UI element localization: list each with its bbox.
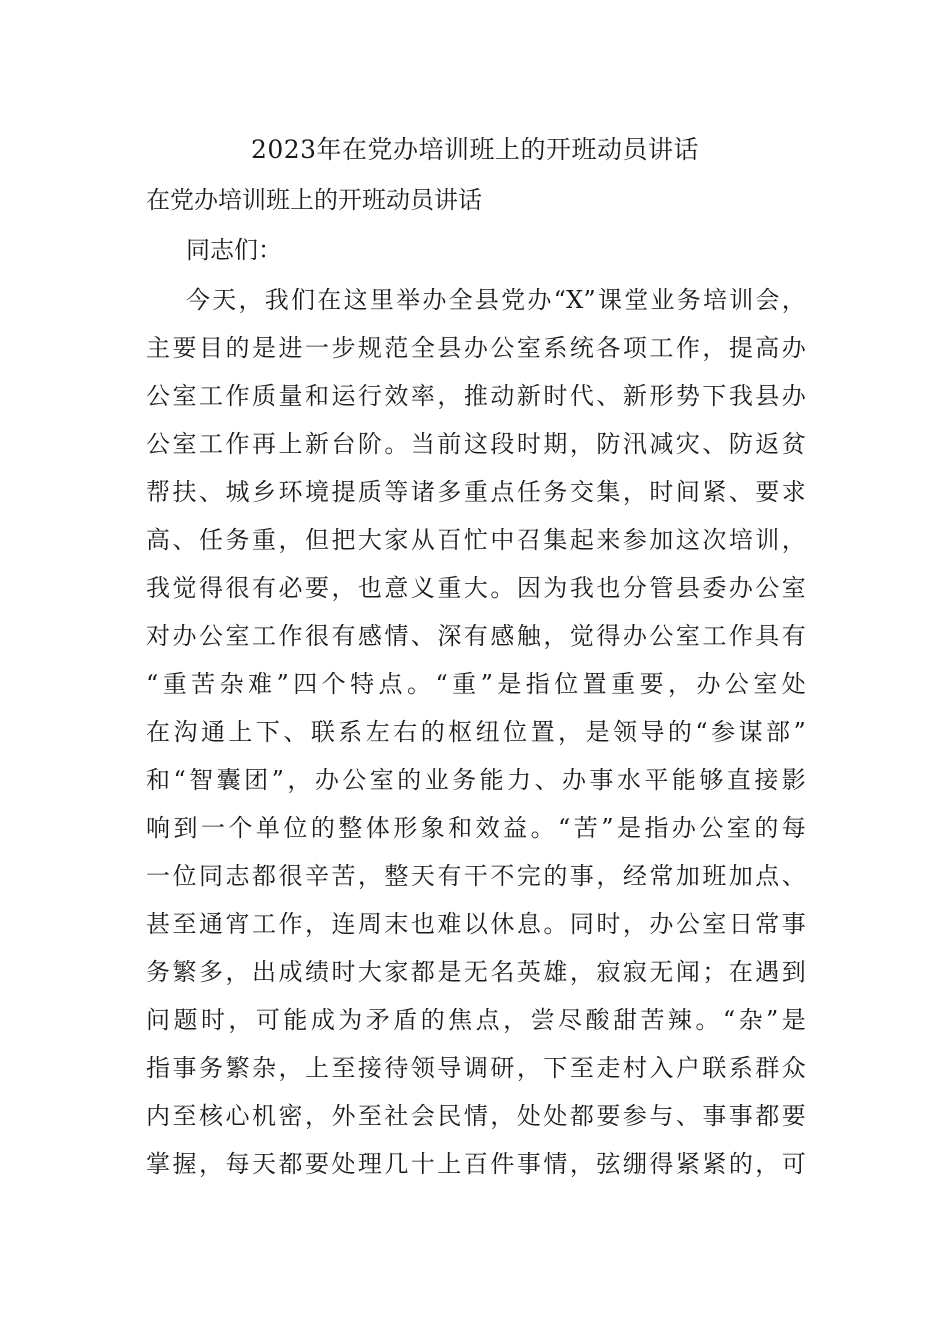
body-line: “重苦杂难”四个特点。“重”是指位置重要，办公室处: [146, 670, 806, 698]
body-line: 甚至通宵工作，连周末也难以休息。同时，办公室日常事: [146, 910, 806, 938]
salutation: 同志们：: [186, 236, 282, 264]
body-line: 主要目的是进一步规范全县办公室系统各项工作，提高办: [146, 334, 806, 362]
document-subtitle: 在党办培训班上的开班动员讲话: [146, 186, 482, 214]
body-line: 我觉得很有必要，也意义重大。因为我也分管县委办公室: [146, 574, 806, 602]
body-line: 和“智囊团”，办公室的业务能力、办事水平能够直接影: [146, 766, 806, 794]
body-text: [146, 280, 806, 1192]
body-line: 响到一个单位的整体形象和效益。“苦”是指办公室的每: [146, 814, 806, 842]
body-line: 今天，我们在这里举办全县党办“X”课堂业务培训会，: [186, 286, 806, 314]
body-line: 公室工作再上新台阶。当前这段时期，防汛减灾、防返贫: [146, 430, 806, 458]
body-line: 高、任务重，但把大家从百忙中召集起来参加这次培训，: [146, 526, 806, 554]
body-line: 帮扶、城乡环境提质等诸多重点任务交集，时间紧、要求: [146, 478, 806, 506]
body-line: 指事务繁杂，上至接待领导调研，下至走村入户联系群众: [146, 1054, 806, 1082]
body-line: 对办公室工作很有感情、深有感触，觉得办公室工作具有: [146, 622, 806, 650]
body-line: 务繁多，出成绩时大家都是无名英雄，寂寂无闻；在遇到: [146, 958, 806, 986]
body-line: 在沟通上下、联系左右的枢纽位置，是领导的“参谋部”: [146, 718, 806, 746]
body-line: 问题时，可能成为矛盾的焦点，尝尽酸甜苦辣。“杂”是: [146, 1006, 806, 1034]
body-line: 掌握，每天都要处理几十上百件事情，弦绷得紧紧的，可: [146, 1150, 806, 1178]
body-line: 内至核心机密，外至社会民情，处处都要参与、事事都要: [146, 1102, 806, 1130]
body-line: 一位同志都很辛苦，整天有干不完的事，经常加班加点、: [146, 862, 806, 890]
body-line: 公室工作质量和运行效率，推动新时代、新形势下我县办: [146, 382, 806, 410]
document-title: 2023年在党办培训班上的开班动员讲话: [250, 135, 700, 164]
